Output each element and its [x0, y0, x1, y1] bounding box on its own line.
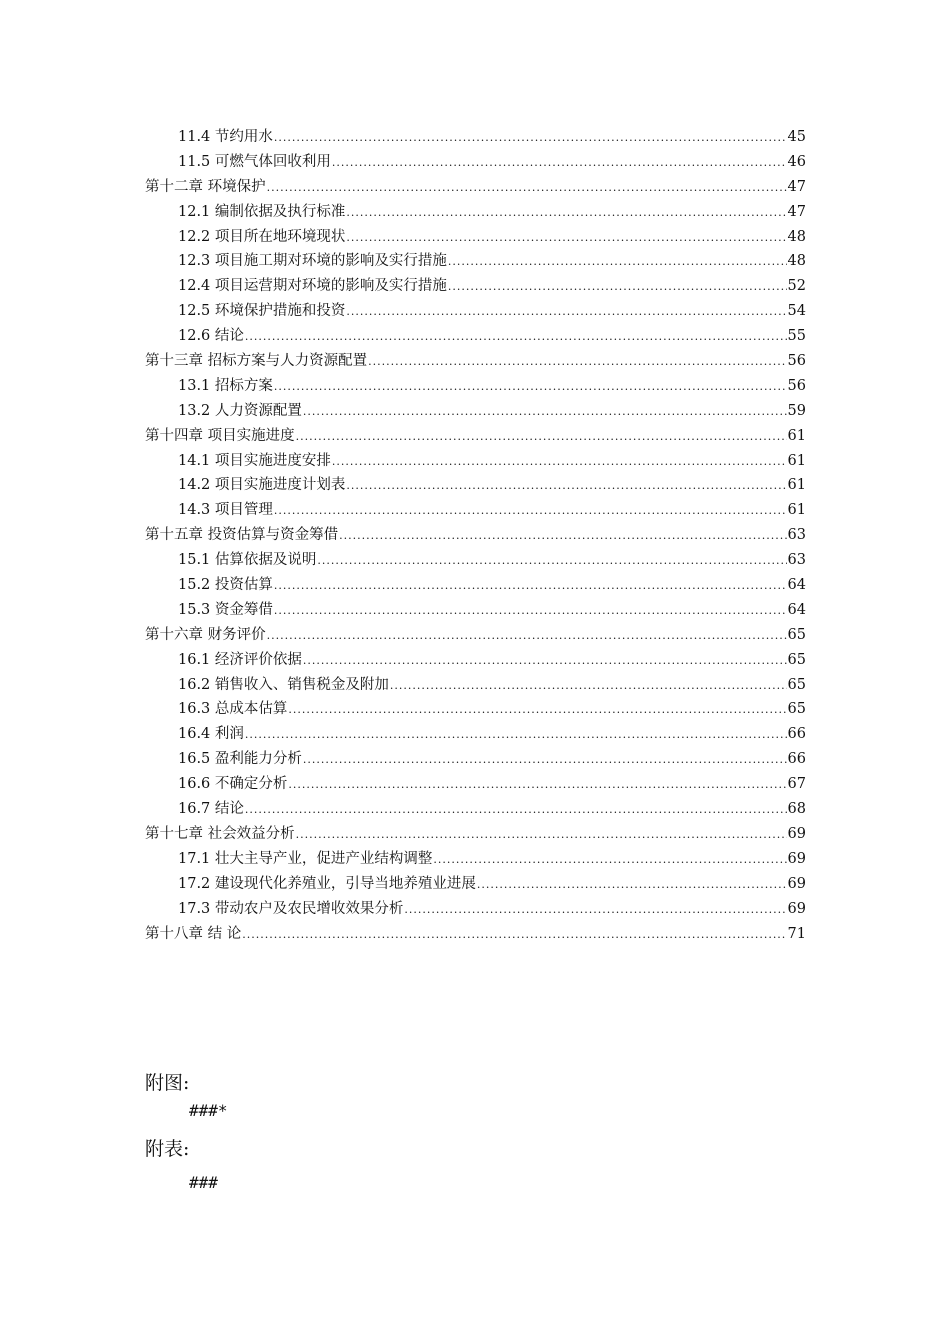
- toc-dot-leader: [346, 477, 786, 493]
- toc-entry-title: 16.4 利润: [178, 726, 244, 743]
- toc-entry[interactable]: [145, 200, 806, 225]
- toc-entry-page: 55: [787, 328, 806, 345]
- toc-dot-leader: [288, 776, 786, 792]
- toc-entry-title: 17.1 壮大主导产业，促进产业结构调整: [178, 850, 433, 867]
- toc-entry-title: 17.2 建设现代化养殖业，引导当地养殖业进展: [178, 875, 476, 892]
- toc-entry-page: 46: [787, 153, 806, 170]
- toc-dot-leader: [296, 826, 787, 842]
- toc-dot-leader: [296, 428, 787, 444]
- toc-dot-leader: [242, 926, 786, 942]
- toc-dot-leader: [332, 154, 787, 170]
- toc-entry-page: 48: [787, 228, 806, 245]
- toc-entry[interactable]: [145, 150, 806, 175]
- toc-entry-title: 16.1 经济评价依据: [178, 651, 302, 668]
- toc-entry-title: 12.2 项目所在地环境现状: [178, 228, 346, 245]
- toc-entry-title: 13.2 人力资源配置: [178, 402, 302, 419]
- toc-entry-page: 64: [787, 601, 806, 618]
- toc-entry-title: 17.3 带动农户及农民增收效果分析: [178, 900, 404, 917]
- toc-dot-leader: [317, 552, 786, 568]
- toc-entry-title: 11.4 节约用水: [178, 129, 273, 145]
- toc-dot-leader: [346, 204, 786, 220]
- toc-entry[interactable]: [145, 922, 806, 947]
- toc-entry-page: 65: [787, 626, 806, 643]
- toc-entry[interactable]: [145, 449, 806, 474]
- toc-dot-leader: [303, 652, 787, 668]
- toc-entry[interactable]: [145, 399, 806, 424]
- toc-entry[interactable]: [145, 548, 806, 573]
- toc-entry-title: 13.1 招标方案: [178, 377, 273, 394]
- toc-entry-title: 15.3 资金筹借: [178, 601, 273, 618]
- toc-entry[interactable]: [145, 349, 806, 374]
- toc-entry-page: 67: [787, 776, 806, 793]
- toc-entry-title: 第十五章 投资估算与资金筹借: [145, 527, 339, 544]
- toc-entry-page: 66: [787, 726, 806, 743]
- toc-entry-page: 65: [787, 676, 806, 693]
- toc-dot-leader: [390, 677, 787, 693]
- toc-entry[interactable]: [145, 523, 806, 548]
- toc-entry-title: 16.5 盈利能力分析: [178, 751, 302, 768]
- toc-dot-leader: [245, 726, 787, 742]
- toc-entry[interactable]: [145, 125, 806, 150]
- toc-entry-title: 16.3 总成本估算: [178, 701, 288, 718]
- toc-entry-title: 14.2 项目实施进度计划表: [178, 477, 346, 494]
- toc-dot-leader: [404, 901, 786, 917]
- toc-entry-page: 52: [787, 278, 806, 295]
- toc-entry-title: 第十三章 招标方案与人力资源配置: [145, 353, 368, 370]
- toc-entry-title: 15.1 估算依据及说明: [178, 552, 317, 569]
- toc-entry[interactable]: [145, 175, 806, 200]
- toc-entry[interactable]: [145, 673, 806, 698]
- toc-entry[interactable]: [145, 772, 806, 797]
- table-of-contents: [145, 125, 806, 946]
- toc-dot-leader: [274, 577, 787, 593]
- toc-entry-page: 63: [787, 527, 806, 544]
- toc-entry-page: 71: [787, 925, 806, 942]
- toc-dot-leader: [274, 378, 787, 394]
- toc-entry-page: 64: [787, 577, 806, 594]
- toc-entry-page: 47: [787, 178, 806, 195]
- toc-entry-page: 61: [787, 452, 806, 469]
- toc-dot-leader: [433, 851, 786, 867]
- toc-entry[interactable]: [145, 648, 806, 673]
- toc-dot-leader: [288, 701, 786, 717]
- toc-dot-leader: [448, 253, 787, 269]
- toc-entry-title: 第十七章 社会效益分析: [145, 825, 295, 842]
- toc-entry-page: 65: [787, 651, 806, 668]
- toc-dot-leader: [245, 801, 787, 817]
- toc-entry[interactable]: [145, 623, 806, 648]
- toc-entry-title: 第十八章 结 论: [145, 925, 242, 942]
- toc-dot-leader: [448, 278, 787, 294]
- toc-entry-page: 66: [787, 751, 806, 768]
- toc-entry[interactable]: [145, 573, 806, 598]
- toc-entry[interactable]: [145, 374, 806, 399]
- appendix-tables-heading: 附表:: [145, 1138, 190, 1160]
- appendix-figures-heading: 附图:: [145, 1072, 190, 1094]
- toc-dot-leader: [303, 403, 787, 419]
- toc-dot-leader: [339, 527, 786, 543]
- toc-entry-page: 56: [787, 377, 806, 394]
- toc-dot-leader: [346, 229, 786, 245]
- toc-entry-title: 12.5 环境保护措施和投资: [178, 303, 346, 320]
- toc-entry-page: 63: [787, 552, 806, 569]
- toc-entry-page: 69: [787, 850, 806, 867]
- toc-entry-page: 68: [787, 801, 806, 818]
- toc-entry-title: 14.3 项目管理: [178, 502, 273, 519]
- toc-entry-page: 54: [787, 303, 806, 320]
- toc-entry-page: 65: [787, 701, 806, 718]
- toc-dot-leader: [245, 328, 787, 344]
- appendix-figures-value: ###*: [189, 1101, 228, 1120]
- toc-dot-leader: [303, 751, 787, 767]
- toc-entry-title: 第十四章 项目实施进度: [145, 427, 295, 444]
- toc-entry-title: 11.5 可燃气体回收利用: [178, 153, 331, 170]
- toc-entry-page: 47: [787, 203, 806, 220]
- toc-entry[interactable]: [145, 274, 806, 299]
- toc-dot-leader: [267, 179, 787, 195]
- toc-entry[interactable]: [145, 299, 806, 324]
- toc-entry-page: 59: [787, 402, 806, 419]
- toc-entry-title: 第十二章 环境保护: [145, 178, 266, 195]
- toc-dot-leader: [274, 129, 787, 145]
- toc-entry-page: 56: [787, 353, 806, 370]
- toc-entry[interactable]: [145, 424, 806, 449]
- toc-dot-leader: [368, 353, 786, 369]
- toc-entry[interactable]: [145, 872, 806, 897]
- toc-entry-title: 12.1 编制依据及执行标准: [178, 203, 346, 220]
- toc-entry-title: 16.7 结论: [178, 801, 244, 818]
- appendix-section: [145, 1068, 745, 1196]
- toc-dot-leader: [477, 876, 787, 892]
- toc-entry-title: 15.2 投资估算: [178, 577, 273, 594]
- toc-entry-page: 69: [787, 900, 806, 917]
- toc-entry-page: 61: [787, 427, 806, 444]
- toc-entry-page: 61: [787, 477, 806, 494]
- toc-entry[interactable]: [145, 498, 806, 523]
- toc-entry-title: 第十六章 财务评价: [145, 626, 266, 643]
- toc-entry[interactable]: [145, 225, 806, 250]
- toc-entry[interactable]: [145, 324, 806, 349]
- appendix-tables-value: ###: [189, 1173, 218, 1192]
- toc-entry[interactable]: [145, 847, 806, 872]
- toc-entry-title: 16.6 不确定分析: [178, 776, 288, 793]
- toc-entry-title: 12.6 结论: [178, 328, 244, 345]
- toc-dot-leader: [274, 602, 787, 618]
- toc-entry-page: 48: [787, 253, 806, 270]
- toc-entry[interactable]: [145, 722, 806, 747]
- toc-entry[interactable]: [145, 473, 806, 498]
- toc-entry-title: 16.2 销售收入、销售税金及附加: [178, 676, 389, 693]
- toc-dot-leader: [332, 453, 787, 469]
- toc-dot-leader: [274, 502, 787, 518]
- toc-dot-leader: [346, 303, 786, 319]
- toc-entry[interactable]: [145, 822, 806, 847]
- toc-entry-page: 69: [787, 825, 806, 842]
- toc-entry-title: 14.1 项目实施进度安排: [178, 452, 331, 469]
- toc-entry[interactable]: [145, 797, 806, 822]
- toc-entry-page: 45: [787, 129, 806, 145]
- toc-entry[interactable]: [145, 897, 806, 922]
- toc-entry-page: 61: [787, 502, 806, 519]
- toc-entry[interactable]: [145, 747, 806, 772]
- toc-entry[interactable]: [145, 249, 806, 274]
- toc-entry-title: 12.3 项目施工期对环境的影响及实行措施: [178, 253, 447, 270]
- toc-entry[interactable]: [145, 598, 806, 623]
- toc-dot-leader: [267, 627, 787, 643]
- toc-entry-title: 12.4 项目运营期对环境的影响及实行措施: [178, 278, 447, 295]
- toc-entry-page: 69: [787, 875, 806, 892]
- toc-entry[interactable]: [145, 697, 806, 722]
